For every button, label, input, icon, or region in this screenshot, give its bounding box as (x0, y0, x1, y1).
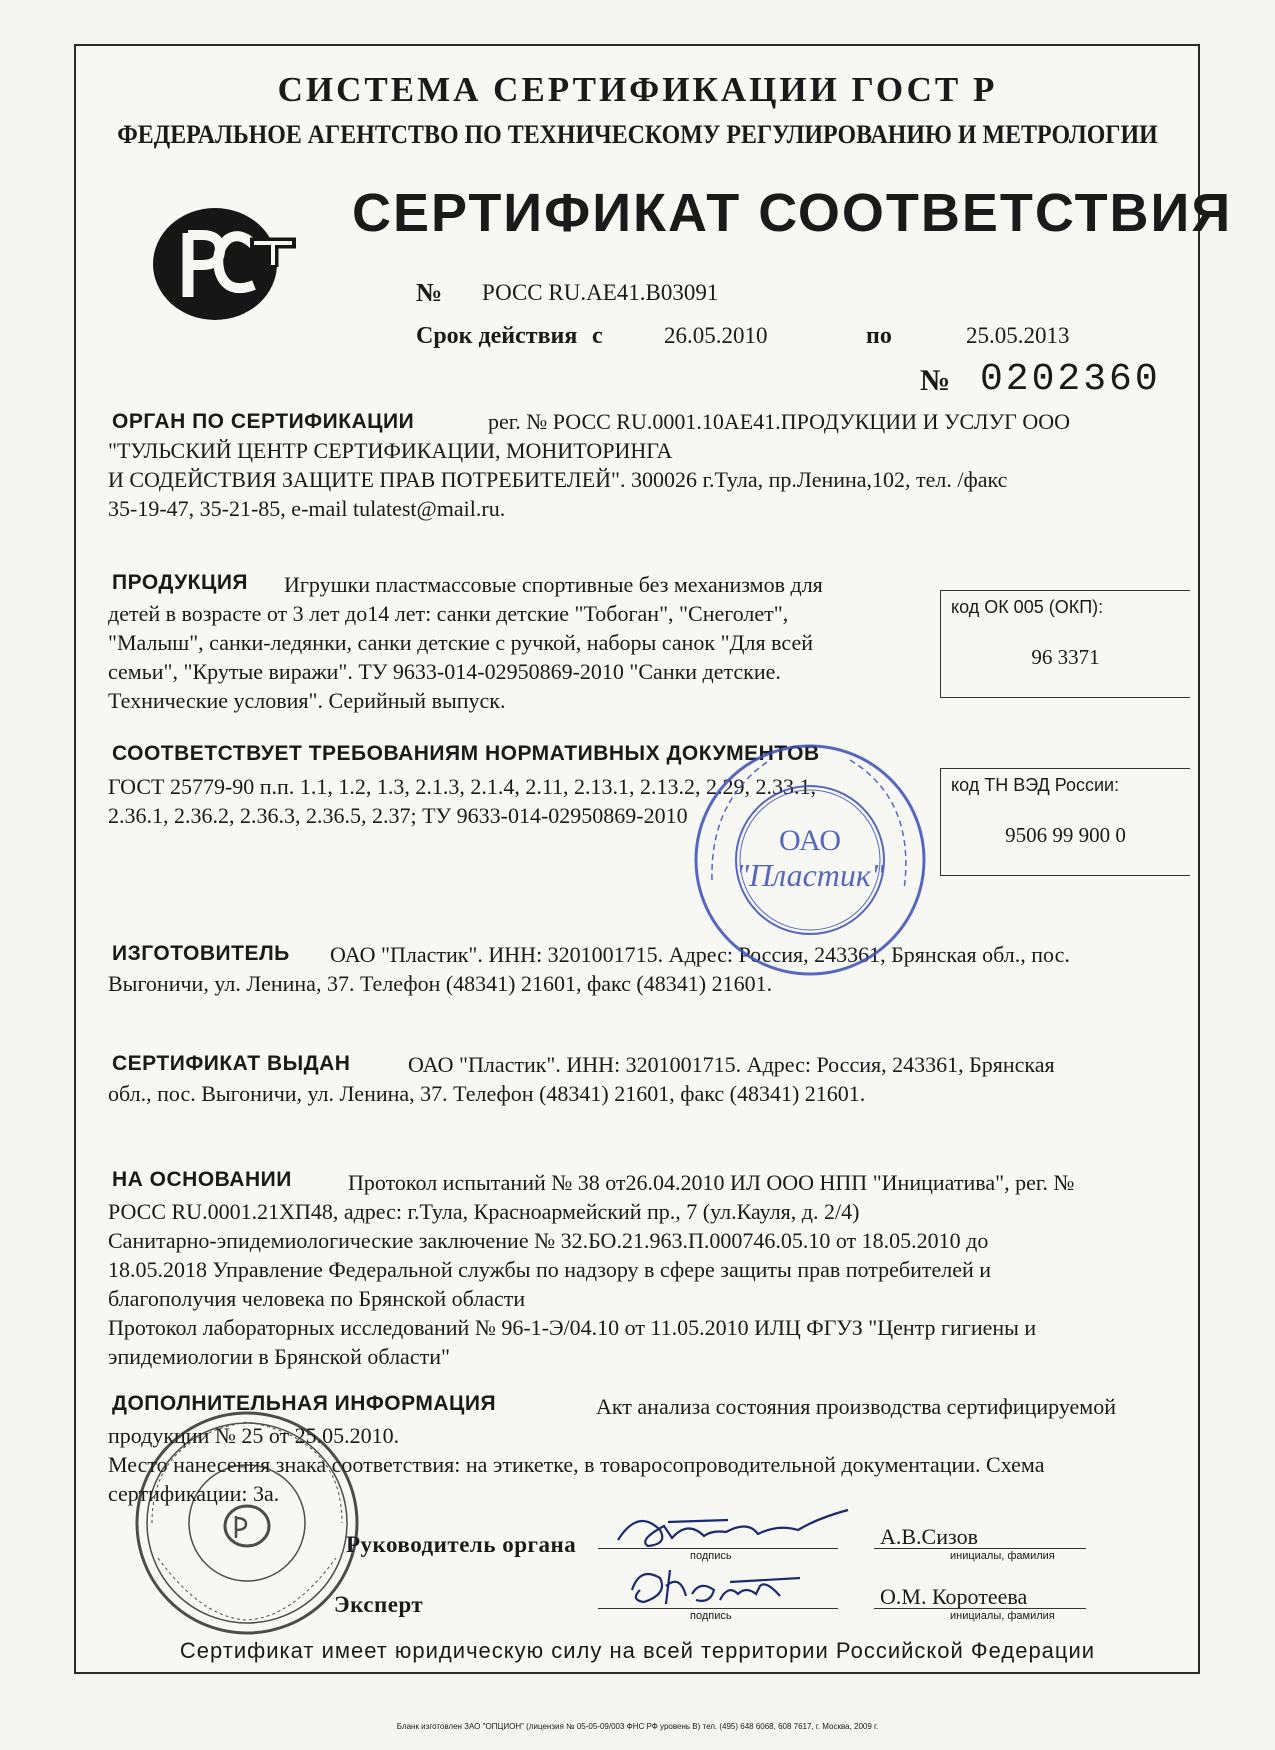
additional-line: сертификации: 3а. (108, 1481, 280, 1506)
validity-from-label: с (592, 323, 603, 349)
issued-line: обл., пос. Выгоничи, ул. Ленина, 37. Телефон (48341) 21601, факс (48341) 21601. (108, 1081, 866, 1106)
expert-signature (620, 1560, 820, 1621)
expert-name-caption: инициалы, фамилия (950, 1610, 1055, 1622)
tnved-code-box (940, 768, 1190, 876)
expert-name: О.М. Коротеева (880, 1584, 1028, 1609)
validity-from: 26.05.2010 (664, 323, 768, 348)
product-line: "Малыш", санки-ледянки, санки детские с ручкой, наборы санок "Для всей (108, 630, 813, 655)
manufacturer-label: ИЗГОТОВИТЕЛЬ (112, 942, 290, 965)
certificate-title: СЕРТИФИКАТ СООТВЕТСТВИЯ (352, 183, 1233, 243)
legal-footer: Сертификат имеет юридическую силу на всей территории Российской Федерации (179, 1638, 1096, 1663)
product-line: Игрушки пластмассовые спортивные без механизмов для (284, 572, 823, 597)
agency-heading: ФЕДЕРАЛЬНОЕ АГЕНТСТВО ПО ТЕХНИЧЕСКОМУ РЕГУЛИРОВАНИЮ И МЕТРОЛОГИИ (117, 120, 1158, 149)
organ-line: "ТУЛЬСКИЙ ЦЕНТР СЕРТИФИКАЦИИ, МОНИТОРИНГА (108, 438, 673, 463)
compliance-line: ГОСТ 25779-90 п.п. 1.1, 1.2, 1.3, 2.1.3, 2.1.4, 2.11, 2.13.1, 2.13.2, 2.29, 2.33.1, (108, 774, 816, 799)
okp-code-value: 96 3371 (1031, 645, 1100, 669)
compliance-label: СООТВЕТСТВУЕТ ТРЕБОВАНИЯМ НОРМАТИВНЫХ ДОКУМЕНТОВ (112, 742, 820, 765)
product-line: Технические условия". Серийный выпуск. (108, 688, 506, 713)
manufacturer-line: Выгоничи, ул. Ленина, 37. Телефон (48341) 21601, факс (48341) 21601. (108, 971, 773, 996)
head-signature (608, 1500, 868, 1565)
okp-code-box (940, 590, 1190, 698)
serial-number: 0202360 (980, 358, 1161, 401)
basis-line: Протокол испытаний № 38 от26.04.2010 ИЛ ООО НПП "Инициатива", рег. № (348, 1170, 1075, 1195)
issued-label: СЕРТИФИКАТ ВЫДАН (112, 1052, 351, 1075)
printer-note: Бланк изготовлен ЗАО "ОПЦИОН" (лицензия № 05-05-09/003 ФНС РФ уровень В) тел. (495) 648 6068, 608 7617, г. Москва, 2009 г. (396, 1722, 879, 1731)
basis-text (108, 1168, 1074, 1371)
stamp-company-name: "Пластик" (735, 857, 885, 893)
expert-signature-caption: подпись (690, 1610, 732, 1622)
expert-label: Эксперт (334, 1592, 424, 1617)
issued-text (108, 1050, 1055, 1108)
issued-line: ОАО "Пластик". ИНН: 3201001715. Адрес: Россия, 243361, Брянская (408, 1052, 1055, 1077)
head-name-caption: инициалы, фамилия (950, 1550, 1055, 1562)
organ-line: рег. № РОСС RU.0001.10АЕ41.ПРОДУКЦИИ И УСЛУГ ООО (488, 409, 1071, 434)
basis-line: 18.05.2018 Управление Федеральной службы по надзору в сфере защиты прав потребителей и (108, 1257, 992, 1282)
validity-to-label: по (866, 323, 892, 349)
expert-name-line (874, 1608, 1086, 1609)
additional-line: Акт анализа состояния производства сертифицируемой (596, 1394, 1116, 1419)
pct-logo (150, 205, 300, 328)
validity-to: 25.05.2013 (966, 323, 1070, 348)
certification-body-stamp (132, 1408, 362, 1643)
tnved-code-value: 9506 99 900 0 (1005, 823, 1126, 847)
head-name-line (874, 1548, 1086, 1549)
stamp-inner-text: ОАО (778, 824, 842, 857)
validity-label: Срок действия (416, 323, 578, 349)
compliance-line: 2.36.1, 2.36.2, 2.36.3, 2.36.5, 2.37; ТУ 9633-014-02950869-2010 (108, 803, 688, 828)
organ-line: 35-19-47, 35-21-85, e-mail tulatest@mail.ru. (108, 496, 506, 521)
additional-line: Место нанесения знака соответствия: на этикетке, в товаросопроводительной документации. Схема (108, 1452, 1045, 1477)
basis-line: РОСС RU.0001.21ХП48, адрес: г.Тула, Красноармейский пр., 7 (ул.Кауля, д. 2/4) (108, 1199, 860, 1224)
basis-label: НА ОСНОВАНИИ (112, 1168, 292, 1191)
basis-line: Санитарно-эпидемиологические заключение № 32.БО.21.963.П.000746.05.10 от 18.05.2010 до (108, 1228, 989, 1253)
head-label: Руководитель органа (346, 1532, 577, 1557)
head-signature-caption: подпись (690, 1550, 732, 1562)
organ-text (108, 407, 1070, 523)
company-stamp (690, 740, 930, 985)
product-line: семьи", "Крутые виражи". ТУ 9633-014-02950869-2010 "Санки детские. (108, 659, 781, 684)
basis-line: благополучия человека по Брянской области (108, 1286, 526, 1311)
additional-line: продукции № 25 от 25.05.2010. (108, 1423, 400, 1448)
organ-line: И СОДЕЙСТВИЯ ЗАЩИТЕ ПРАВ ПОТРЕБИТЕЛЕЙ". 300026 г.Тула, пр.Ленина,102, тел. /факс (108, 467, 1008, 492)
number-label: № (416, 278, 443, 307)
okp-code-label: код ОК 005 (ОКП): (951, 597, 1104, 617)
product-label: ПРОДУКЦИЯ (112, 571, 249, 594)
head-name: А.В.Сизов (880, 1524, 978, 1549)
tnved-code-label: код ТН ВЭД России: (951, 775, 1120, 795)
product-line: детей в возрасте от 3 лет до14 лет: санки детские "Тобоган", "Снеголет", (108, 601, 789, 626)
serial-label: № (920, 364, 951, 397)
organ-label: ОРГАН ПО СЕРТИФИКАЦИИ (112, 410, 415, 433)
manufacturer-line: ОАО "Пластик". ИНН: 3201001715. Адрес: Россия, 243361, Брянская обл., пос. (330, 942, 1070, 967)
additional-label: ДОПОЛНИТЕЛЬНАЯ ИНФОРМАЦИЯ (112, 1392, 497, 1415)
basis-line: Протокол лабораторных исследований № 96-1-Э/04.10 от 11.05.2010 ИЛЦ ФГУЗ "Центр гигиены и (108, 1315, 1037, 1340)
certificate-number: РОСС RU.АЕ41.В03091 (482, 280, 719, 305)
system-heading: СИСТЕМА СЕРТИФИКАЦИИ ГОСТ Р (277, 70, 998, 109)
basis-line: эпидемиологии в Брянской области" (108, 1344, 450, 1369)
product-text (108, 570, 823, 715)
